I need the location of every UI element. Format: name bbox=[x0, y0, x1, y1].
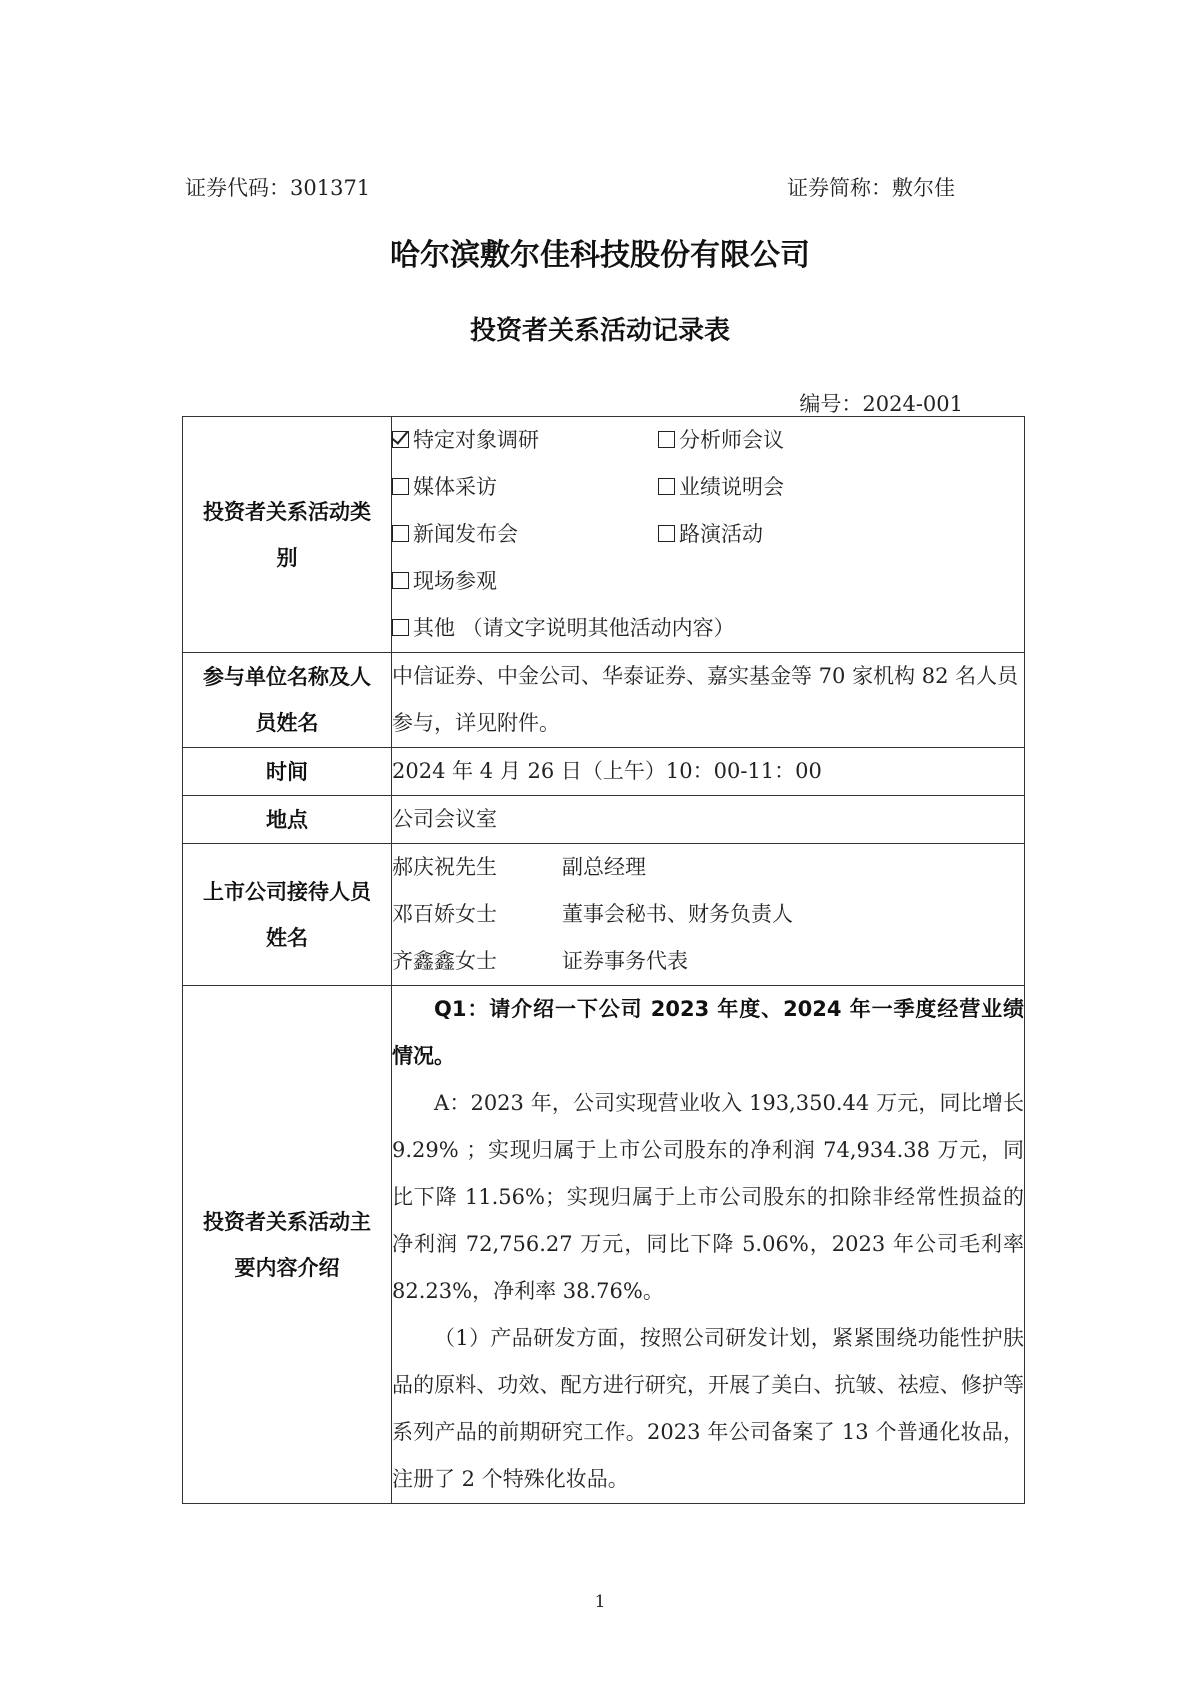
participants-label: 参与单位名称及人员姓名 bbox=[183, 653, 392, 748]
activity-type-options bbox=[392, 417, 1025, 653]
location-label: 地点 bbox=[183, 796, 392, 844]
row-location bbox=[183, 796, 1025, 844]
checkbox-icon[interactable] bbox=[392, 619, 409, 636]
checkbox-icon[interactable] bbox=[658, 431, 675, 448]
row-activity-type bbox=[183, 417, 1025, 653]
time-label: 时间 bbox=[183, 748, 392, 796]
receptionist-name: 郝庆祝先生 bbox=[392, 855, 497, 879]
checked-checkbox-icon[interactable] bbox=[392, 431, 409, 448]
stock-code: 证券代码：301371 bbox=[185, 176, 371, 200]
receptionists-label: 上市公司接待人员姓名 bbox=[183, 844, 392, 986]
company-name: 哈尔滨敷尔佳科技股份有限公司 bbox=[390, 238, 810, 273]
checkbox-icon[interactable] bbox=[392, 525, 409, 542]
option-specific-research[interactable]: 特定对象调研 bbox=[392, 417, 658, 464]
checkbox-icon[interactable] bbox=[658, 478, 675, 495]
activity-record-table bbox=[182, 416, 1025, 1504]
participants-value: 中信证券、中金公司、华泰证券、嘉实基金等 70 家机构 82 名人员参与，详见附件。 bbox=[392, 653, 1025, 748]
receptionist-name: 邓百娇女士 bbox=[392, 902, 497, 926]
main-content-label: 投资者关系活动主要内容介绍 bbox=[183, 986, 392, 1504]
checkbox-icon[interactable] bbox=[392, 572, 409, 589]
time-value: 2024 年 4 月 26 日（上午）10：00-11：00 bbox=[392, 748, 1025, 796]
main-content-body bbox=[392, 986, 1025, 1504]
receptionist-title: 证券事务代表 bbox=[562, 949, 688, 973]
option-earnings-briefing[interactable]: 业绩说明会 bbox=[658, 464, 958, 511]
option-roadshow[interactable]: 路演活动 bbox=[658, 511, 958, 558]
option-site-visit[interactable]: 现场参观 bbox=[392, 558, 958, 605]
rd-paragraph: （1）产品研发方面，按照公司研发计划，紧紧围绕功能性护肤品的原料、功效、配方进行研究，开展了美白、抗皱、祛痘、修护等系列产品的前期研究工作。2023 年公司备案了 13 个普通化妆品，注册了 2 个特殊化妆品。 bbox=[392, 1326, 1024, 1491]
option-media-interview[interactable]: 媒体采访 bbox=[392, 464, 658, 511]
option-analyst-meeting[interactable]: 分析师会议 bbox=[658, 417, 958, 464]
row-time bbox=[183, 748, 1025, 796]
option-other[interactable]: 其他 （请文字说明其他活动内容） bbox=[392, 605, 958, 652]
option-press-conference[interactable]: 新闻发布会 bbox=[392, 511, 658, 558]
row-participants bbox=[183, 653, 1025, 748]
answer-a1: A：2023 年，公司实现营业收入 193,350.44 万元，同比增长 9.29% ；实现归属于上市公司股东的净利润 74,934.38 万元，同比下降 11.56%；实现归属于上市公司股东的扣除非经常性损益的净利润 72,756.27 万元，同比下降 5.06%，2023 年公司毛利率 82.23%，净利率 38.76%。 bbox=[392, 1091, 1024, 1303]
document-title: 投资者关系活动记录表 bbox=[469, 316, 730, 346]
stock-info-row bbox=[185, 172, 955, 204]
stock-abbreviation: 证券简称：敷尔佳 bbox=[787, 176, 955, 200]
location-value: 公司会议室 bbox=[392, 796, 1025, 844]
receptionist-name: 齐鑫鑫女士 bbox=[392, 949, 497, 973]
page-number: 1 bbox=[594, 1592, 606, 1612]
receptionist-title: 董事会秘书、财务负责人 bbox=[562, 902, 793, 926]
checkbox-icon[interactable] bbox=[658, 525, 675, 542]
row-receptionists bbox=[183, 844, 1025, 986]
question-q1: Q1：请介绍一下公司 2023 年度、2024 年一季度经营业绩情况。 bbox=[392, 997, 1024, 1068]
document-number: 编号：2024-001 bbox=[799, 392, 963, 416]
receptionist-title: 副总经理 bbox=[562, 855, 646, 879]
activity-type-label: 投资者关系活动类别 bbox=[183, 417, 392, 653]
row-main-content bbox=[183, 986, 1025, 1504]
checkbox-icon[interactable] bbox=[392, 478, 409, 495]
receptionist-row bbox=[392, 938, 1024, 985]
receptionists-list bbox=[392, 844, 1025, 986]
receptionist-row bbox=[392, 891, 1024, 938]
receptionist-row bbox=[392, 844, 1024, 891]
